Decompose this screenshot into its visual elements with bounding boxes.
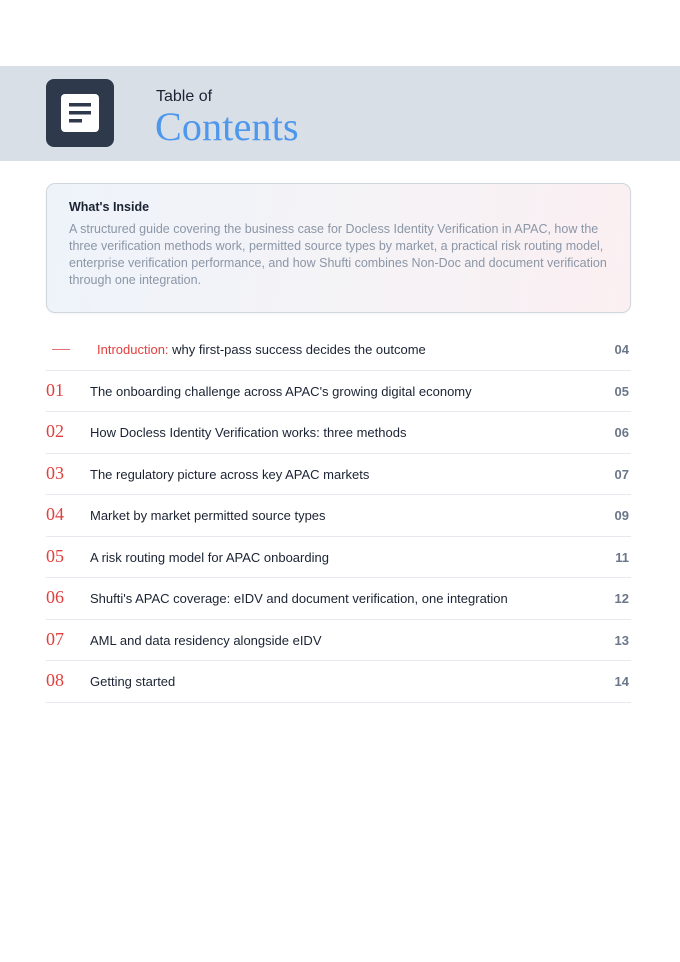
toc-row[interactable] — [46, 537, 631, 579]
intro-dash — [52, 349, 70, 350]
toc-number: 02 — [46, 421, 64, 441]
toc-intro-title — [97, 342, 426, 357]
toc-row[interactable] — [46, 661, 631, 703]
toc-title: Market by market permitted source types — [90, 508, 326, 523]
toc-row[interactable] — [46, 454, 631, 496]
whats-inside-body: A structured guide covering the business case for Docless Identity Verification in APAC, how the three verification methods work, permitted source types by market, a practical risk routing model, enterprise verification performance, and how Shufti combines Non-Doc and document verification through one integration. — [69, 222, 607, 287]
toc-title: Getting started — [90, 674, 176, 689]
toc-page-number: 12 — [614, 591, 629, 606]
document-icon — [46, 79, 114, 147]
header-band — [0, 66, 680, 161]
toc-row[interactable] — [46, 412, 631, 454]
toc-title: Shufti's APAC coverage: eIDV and document verification, one integration — [90, 591, 508, 606]
toc-intro-text: why first-pass success decides the outcome — [168, 342, 426, 357]
whats-inside-title: What's Inside — [69, 200, 150, 214]
toc-intro-prefix: Introduction: — [97, 342, 169, 357]
toc-page-number: 05 — [614, 383, 629, 399]
toc-number: 05 — [46, 545, 64, 566]
toc-page-number: 06 — [614, 425, 629, 440]
toc-row[interactable] — [46, 620, 631, 662]
toc-title: AML and data residency alongside eIDV — [90, 632, 322, 648]
toc-page-number: 14 — [614, 674, 629, 689]
page-title: Contents — [155, 104, 299, 149]
toc-title: How Docless Identity Verification works: three methods — [90, 425, 407, 440]
whats-inside-card — [46, 183, 631, 313]
table-of-contents — [46, 329, 631, 703]
toc-page-number: 04 — [614, 342, 629, 357]
toc-page-number: 11 — [615, 549, 629, 565]
toc-number: 04 — [46, 504, 64, 524]
title-small: Table of — [156, 88, 213, 105]
toc-row[interactable] — [46, 371, 631, 413]
toc-number: 06 — [46, 587, 64, 607]
toc-page-number: 09 — [614, 508, 629, 523]
toc-title: A risk routing model for APAC onboarding — [90, 549, 329, 565]
toc-page-number: 13 — [614, 632, 629, 648]
toc-number: 01 — [46, 379, 64, 400]
toc-number: 07 — [46, 628, 64, 649]
toc-row[interactable] — [46, 495, 631, 537]
toc-number: 03 — [46, 462, 64, 483]
toc-row[interactable] — [46, 578, 631, 620]
toc-title: The regulatory picture across key APAC markets — [90, 466, 370, 482]
toc-row-intro[interactable] — [46, 329, 631, 371]
toc-number: 08 — [46, 670, 64, 690]
toc-page-number: 07 — [614, 466, 629, 482]
toc-title: The onboarding challenge across APAC's growing digital economy — [90, 383, 472, 399]
